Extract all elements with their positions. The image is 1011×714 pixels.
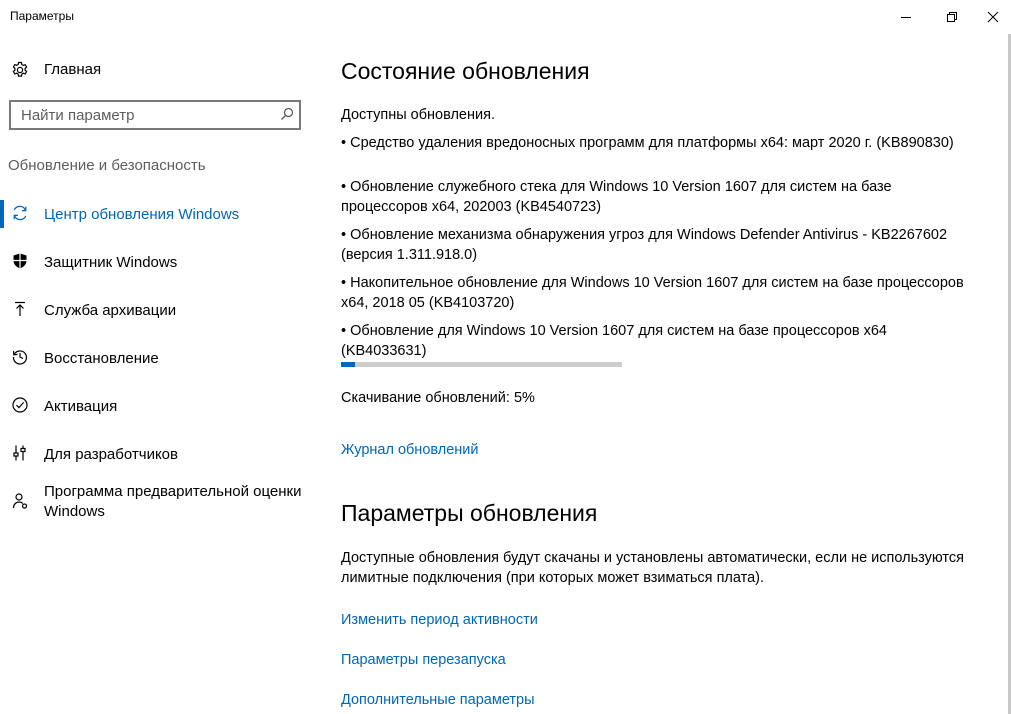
insider-person-icon	[11, 492, 29, 510]
history-icon	[11, 348, 29, 366]
search-input[interactable]	[11, 102, 281, 128]
check-circle-icon	[11, 396, 29, 414]
sidebar-item-label: Защитник Windows	[44, 254, 178, 271]
settings-title: Параметры обновления	[341, 500, 598, 526]
sync-icon	[11, 204, 29, 222]
progress-fill	[341, 362, 355, 367]
sidebar-item-label: Восстановление	[44, 350, 159, 367]
shield-icon	[11, 252, 29, 270]
update-history-link[interactable]: Журнал обновлений	[341, 442, 479, 458]
restart-options-link[interactable]: Параметры перезапуска	[341, 652, 506, 668]
section-title: Обновление и безопасность	[8, 157, 206, 174]
advanced-options-link[interactable]: Дополнительные параметры	[341, 692, 535, 708]
developer-sliders-icon	[11, 444, 29, 462]
search-box[interactable]	[9, 100, 301, 130]
settings-text: Доступные обновления будут скачаны и установлены автоматически, если не используются лимитные подключения (при которых может взиматься плата).	[341, 550, 965, 586]
status-title: Состояние обновления	[341, 58, 590, 84]
available-text: Доступны обновления.	[341, 107, 495, 123]
update-item: • Средство удаления вредоносных программ для платформы x64: март 2020 г. (KB890830)	[341, 135, 954, 151]
search-icon[interactable]	[280, 107, 294, 121]
sidebar-item-label: Служба архивации	[44, 302, 177, 319]
sidebar-item-label: Активация	[44, 398, 118, 415]
sidebar-item-backup[interactable]	[0, 290, 320, 330]
sidebar-item-defender[interactable]	[0, 242, 320, 282]
upload-arrow-icon	[11, 300, 29, 318]
sidebar	[0, 34, 320, 714]
update-item: • Обновление служебного стека для Windows 10 Version 1607 для систем на базе процессоров x64, 202003 (KB4540723)	[341, 179, 892, 215]
app-title: Параметры	[10, 9, 74, 23]
sidebar-item-windows-update[interactable]	[0, 194, 320, 234]
sidebar-item-label: Для разработчиков	[44, 446, 178, 463]
sidebar-home[interactable]	[0, 58, 320, 82]
sidebar-item-activation[interactable]	[0, 386, 320, 426]
update-item: • Накопительное обновление для Windows 10 Version 1607 для систем на базе процессоров x64, 2018 05 (KB4103720)	[341, 275, 964, 311]
download-progress-bar	[341, 362, 622, 367]
active-hours-link[interactable]: Изменить период активности	[341, 612, 538, 628]
update-item: • Обновление механизма обнаружения угроз для Windows Defender Antivirus - KB2267602 (версия 1.311.918.0)	[341, 227, 948, 263]
update-item: • Обновление для Windows 10 Version 1607 для систем на базе процессоров x64 (KB4033631)	[341, 323, 887, 359]
sidebar-home-label: Главная	[44, 61, 102, 78]
main-content	[341, 0, 1001, 714]
sidebar-item-recovery[interactable]	[0, 338, 320, 378]
progress-text: Скачивание обновлений: 5%	[341, 390, 535, 406]
sidebar-item-insider[interactable]	[0, 482, 320, 534]
sidebar-item-label: Центр обновления Windows	[44, 206, 240, 223]
selection-indicator	[0, 200, 4, 228]
sidebar-item-developers[interactable]	[0, 434, 320, 474]
sidebar-item-label: Программа предварительной оценки Windows	[44, 483, 302, 520]
gear-icon	[11, 61, 29, 79]
